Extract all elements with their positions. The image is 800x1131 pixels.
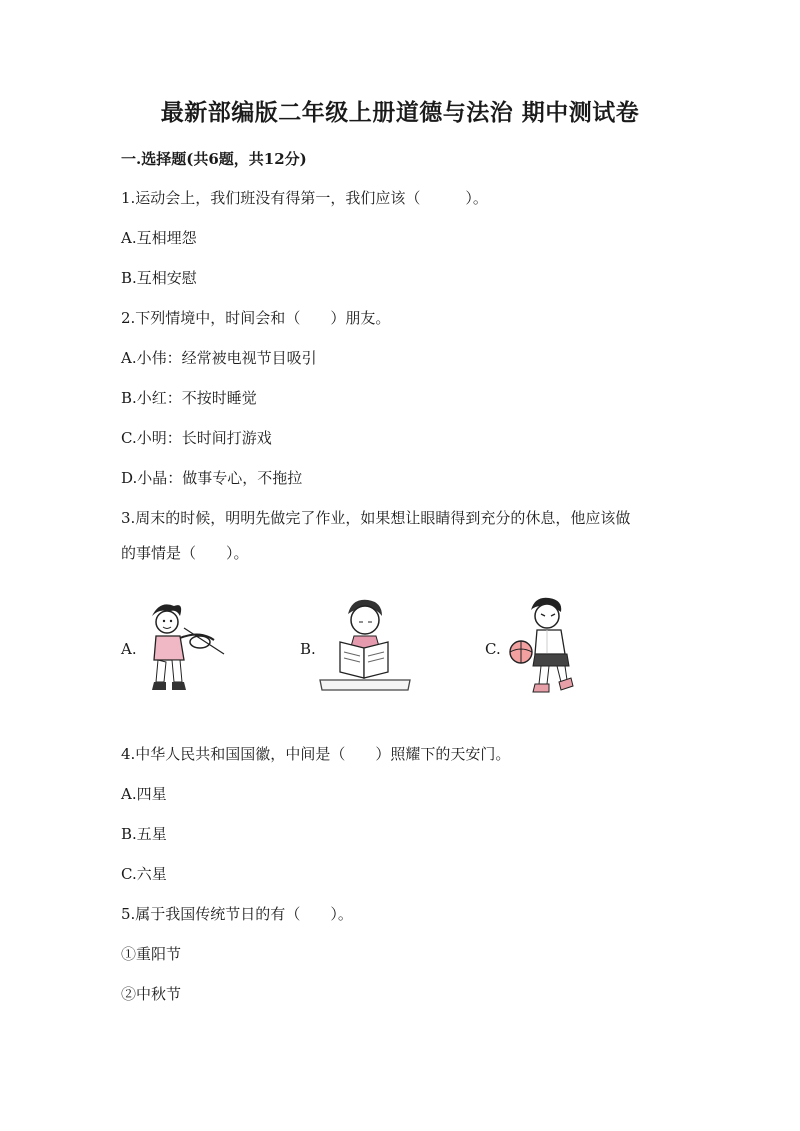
figure-b-label: B. — [300, 640, 316, 658]
option-5-2: ②中秋节 — [121, 985, 182, 1003]
question-4: 4.中华人民共和国国徽，中间是（ ）照耀下的天安门。 — [121, 745, 511, 763]
reading-child-illustration — [318, 596, 412, 692]
question-2: 2.下列情境中，时间会和（ ）朋友。 — [121, 309, 391, 327]
violin-child-illustration — [140, 598, 230, 704]
section-heading: 一.选择题(共6题，共12分) — [121, 150, 307, 168]
option-2d: D.小晶：做事专心，不拖拉 — [121, 469, 303, 487]
option-2a: A.小伟：经常被电视节目吸引 — [121, 349, 317, 367]
option-4b: B.五星 — [121, 825, 167, 843]
figure-a-label: A. — [121, 640, 137, 658]
basketball-child-illustration — [505, 596, 577, 702]
option-2c: C.小明：长时间打游戏 — [121, 429, 272, 447]
question-3-line2: 的事情是（ ）。 — [121, 544, 249, 562]
option-5-1: ①重阳节 — [121, 945, 182, 963]
option-4a: A.四星 — [121, 785, 167, 803]
page-title: 最新部编版二年级上册道德与法治 期中测试卷 — [160, 99, 640, 126]
question-1: 1.运动会上，我们班没有得第一，我们应该（ ）。 — [121, 189, 488, 207]
option-2b: B.小红：不按时睡觉 — [121, 389, 257, 407]
question-5: 5.属于我国传统节日的有（ ）。 — [121, 905, 353, 923]
question-3-line1: 3.周末的时候，明明先做完了作业，如果想让眼睛得到充分的休息，他应该做 — [121, 509, 631, 527]
figure-c-label: C. — [485, 640, 501, 658]
option-1b: B.互相安慰 — [121, 269, 197, 287]
option-1a: A.互相埋怨 — [121, 229, 197, 247]
option-4c: C.六星 — [121, 865, 167, 883]
